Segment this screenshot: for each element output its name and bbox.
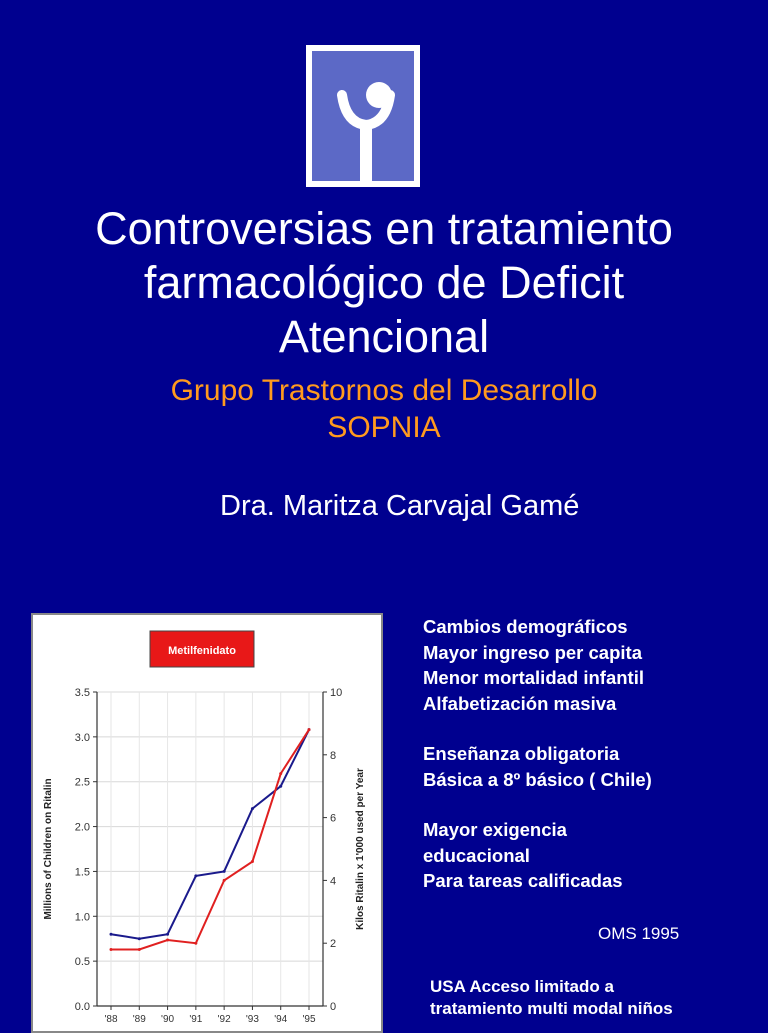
x-tick-label: '93 [245,1014,259,1025]
y-tick-label-right: 0 [330,1001,337,1013]
series-point-right [194,942,197,945]
series-point-left [194,874,197,877]
y-tick-label-left: 0.5 [74,956,90,969]
x-tick-label: '90 [161,1014,175,1025]
series-point-left [110,933,113,936]
y-tick-label-left: 0.0 [74,1001,90,1013]
note-line: Enseñanza obligatoria [423,743,620,764]
title-line: Controversias en tratamiento [95,203,673,254]
x-tick-label: '92 [217,1014,231,1025]
subtitle-line: Grupo Trastornos del Desarrollo [170,374,598,407]
usa-note [430,976,760,1020]
y-tick-label-right: 4 [330,875,337,888]
series-point-left [223,870,226,873]
notes-group-demands [423,817,763,894]
series-point-right [308,728,311,731]
notes-group-education [423,741,763,792]
x-tick-label: '88 [104,1014,118,1025]
note-line: educacional [423,844,530,866]
person-figure-logo-icon [312,51,414,181]
subtitle-line: SOPNIA [327,411,441,444]
x-tick-label: '91 [189,1014,203,1025]
y-tick-label-left: 3.5 [74,687,90,699]
title-line: farmacológico de Deficit [143,257,625,308]
y-tick-label-left: 2.0 [74,821,90,834]
x-tick-label: '95 [302,1014,316,1025]
logo-panel [312,51,414,181]
series-point-left [251,807,254,810]
logo [306,45,420,187]
y-tick-label-left: 1.5 [74,866,90,879]
notes-group-demographics [423,614,763,716]
series-point-right [223,879,226,882]
title-line: Atencional [278,311,490,362]
source-citation: OMS 1995 [598,924,680,943]
y-tick-label-left: 1.0 [74,911,90,924]
slide-title [20,202,748,364]
series-point-right [166,939,169,942]
y-tick-label-right: 6 [330,812,337,825]
author-name: Dra. Maritza Carvajal Gamé [220,490,580,522]
series-line-left [111,730,309,939]
x-tick-label: '89 [132,1014,146,1025]
y-tick-label-left: 3.0 [74,731,90,744]
slide-subtitle [20,372,748,446]
x-tick-label: '94 [274,1014,288,1025]
legend-label: Metilfenidato [168,645,236,657]
note-line: Básica a 8º básico ( Chile) [423,768,652,790]
ritalin-chart [31,613,383,1033]
note-line: Mayor ingreso per capita [423,641,642,663]
chart-canvas [33,615,381,1031]
series-point-right [251,860,254,863]
note-line: Mayor exigencia [423,819,567,840]
series-point-right [138,948,141,951]
y-tick-label-left: 2.5 [74,776,90,789]
series-point-left [166,933,169,936]
note-line: Menor mortalidad infantil [423,667,644,688]
series-point-right [110,948,113,951]
note-line: Alfabetización masiva [423,692,617,714]
y-tick-label-right: 10 [330,687,343,699]
y-tick-label-right: 2 [330,938,337,951]
y-axis-title-left: Millions of Children on Ritalin [43,778,54,920]
y-tick-label-right: 8 [330,749,337,762]
series-point-left [138,937,141,940]
y-axis-title-right: Kilos Ritalin x 1'000 used per Year [355,768,366,930]
series-point-right [279,772,282,775]
series-point-left [279,785,282,788]
context-notes [423,614,763,919]
note-line: Cambios demográficos [423,616,628,637]
usa-note-line: tratamiento multi modal niños [430,999,673,1018]
usa-note-line: USA Acceso limitado a [430,977,614,996]
note-line: Para tareas calificadas [423,870,623,891]
